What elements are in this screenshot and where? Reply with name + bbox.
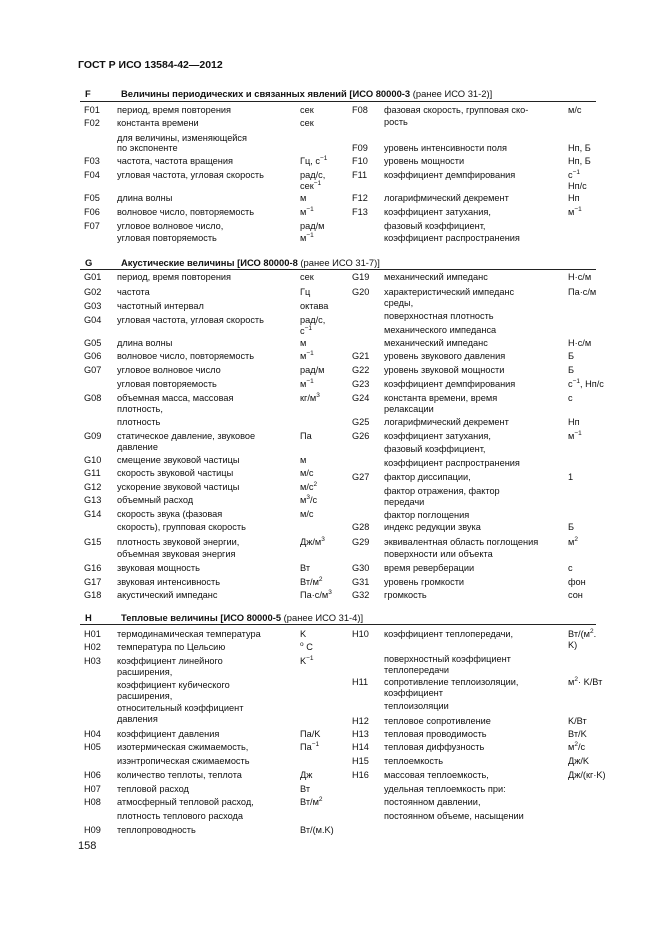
unit-cell: $м^2/с$ [568,741,586,752]
item-code: G01 [84,272,102,282]
unit-cell: $Вт/(м^2$. K) [568,628,597,650]
item-name: логарифмический декремент [384,193,509,203]
item-name: фактор отражения, фактор передачи [384,486,500,507]
unit-superscript: 2 [313,481,318,488]
item-code: G10 [84,455,102,465]
item-code: F11 [352,170,368,180]
unit-cell: Па [300,431,312,441]
unit-superscript: −1 [306,378,314,385]
item-name: относительный коэффициент давления [117,703,244,724]
item-name: уровень звуковой мощности [384,365,505,375]
unit-superscript: −1 [319,155,328,162]
unit-cell: $^o$ С [300,641,313,652]
item-name: поверхности или объекта [384,549,493,559]
item-code: G24 [352,393,370,403]
item-code: H16 [352,770,369,780]
item-name: смещение звуковой частицы [117,455,240,465]
item-code: G12 [84,482,102,492]
section-title [121,612,363,623]
unit-cell: $м^{-1}$ [300,378,314,389]
section-title [121,88,492,99]
item-code: G25 [352,417,370,427]
item-code: F08 [352,105,368,115]
item-name: угловая повторяемость [117,379,217,389]
item-code: F05 [84,193,100,203]
item-name: фазовая скорость, групповая ско- [384,105,529,115]
item-name: коэффициент затухания, [384,431,491,441]
unit-cell: м [300,455,307,465]
unit-cell: м/с [300,509,314,519]
item-name: коэффициент давления [117,729,220,739]
item-name: скорость звуковой частицы [117,468,234,478]
unit-cell: рад/м [300,365,325,375]
unit-cell: $Па^{-1}$ [300,741,320,752]
item-code: H02 [84,642,101,652]
item-code: G28 [352,522,370,532]
unit-cell: Дж/K [568,756,590,766]
item-name: тепловая диффузность [384,742,485,752]
item-name: период, время повторения [117,272,232,282]
section-title-main: Акустические величины [ИСО 80000-8 [121,257,298,268]
unit-cell: сек [300,105,314,115]
item-name: частота, частота вращения [117,156,233,166]
item-code: G23 [352,379,370,389]
unit-superscript: 2 [574,741,578,748]
item-name: коэффициент теплопередачи, [384,629,514,639]
item-name: коэффициент распространения [384,458,520,468]
item-code: F04 [84,170,100,180]
unit-cell: $м^{-1}$ [300,206,314,217]
item-name: постоянном объеме, насыщении [384,811,524,821]
item-code: G27 [352,472,370,482]
unit-cell: Б [568,365,575,375]
page-number: 158 [78,840,97,852]
unit-cell: 1 [568,472,574,482]
item-name: изотермическая сжимаемость, [117,742,249,752]
item-code: F03 [84,156,100,166]
unit-superscript: 2 [574,536,578,543]
item-name: коэффициент демпфирования [384,379,516,389]
item-code: H11 [352,677,369,687]
unit-cell: $м^{-1}$ [300,350,314,361]
unit-cell: $м^2\cdot K/Вт$ [568,676,603,687]
unit-cell: рад/м [300,221,325,231]
item-name: плотность теплового расхода [117,811,244,821]
item-name: сопротивление теплоизоляции, коэффициент [384,677,519,698]
item-name: скорость звука (фазовая [117,509,223,519]
unit-cell: Па/K [300,729,321,739]
section-letter: G [85,257,93,268]
section-title-tail: (ранее ИСО 31-2)] [410,88,493,99]
item-code: G17 [84,577,102,587]
item-name: тепловая проводимость [384,729,487,739]
unit-superscript: −1 [572,378,581,385]
item-name: ускорение звуковой частицы [117,482,240,492]
item-name: акустический импеданс [117,590,218,600]
section-divider [80,624,596,625]
unit-superscript: −1 [304,324,313,332]
item-code: G03 [84,301,102,311]
item-code: H14 [352,742,369,752]
unit-cell: Б [568,351,575,361]
item-code: G18 [84,590,102,600]
unit-cell: сек [300,118,314,128]
unit-cell: $м^2$ [568,536,578,547]
unit-cell: K/Вт [568,716,587,726]
item-name: по экспоненте [117,143,178,153]
unit-superscript: −1 [306,350,314,357]
unit-superscript: −1 [572,169,581,176]
item-code: F06 [84,207,100,217]
item-name: теплоемкость [384,756,444,766]
unit-cell: $с^{-1}$ Нп/с [568,169,587,191]
item-code: H15 [352,756,369,766]
item-name: громкость [384,590,427,600]
item-code: H04 [84,729,101,739]
unit-cell: $кг/м^3$ [300,392,320,403]
unit-cell: $м^{-1}$ [300,232,314,243]
item-name: количество теплоты, теплота [117,770,242,780]
item-name: фазовый коэффициент, [384,221,486,231]
unit-superscript: −1 [306,655,314,662]
item-name: коэффициент линейного расширения, [117,656,223,677]
item-name: объемная звуковая энергия [117,549,236,559]
item-code: H13 [352,729,369,739]
unit-cell: Нп [568,193,580,203]
unit-cell: $м^{-1}$ [568,430,582,441]
item-code: H09 [84,825,101,835]
unit-superscript: −1 [574,430,582,437]
item-code: G19 [352,272,370,282]
item-name: атмосферный тепловой расход, [117,797,254,807]
item-name: фазовый коэффициент, [384,444,486,454]
item-name: удельная теплоемкость при: [384,784,506,794]
unit-cell: K [300,629,307,639]
item-code: F07 [84,221,100,231]
item-name: поверхностный коэффициент теплопередачи [384,654,511,675]
item-name: логарифмический декремент [384,417,509,427]
unit-cell: $м^{-1}$ [568,206,582,217]
unit-cell: м [300,193,307,203]
item-name: время реверберации [384,563,475,573]
unit-cell: $Вт/м^2$ [300,576,323,587]
item-name: массовая теплоемкость, [384,770,489,780]
item-name: угловое волновое число [117,365,221,375]
item-name: частота [117,287,150,297]
unit-cell: $Па\cdot с/м^3$ [300,589,332,600]
item-name: коэффициент демпфирования [384,170,516,180]
item-code: G26 [352,431,370,441]
item-name: частотный интервал [117,301,204,311]
item-name: рость [384,117,408,127]
unit-cell: $м^3/с$ [300,494,318,505]
item-code: H08 [84,797,101,807]
item-code: F02 [84,118,100,128]
item-code: G22 [352,365,370,375]
item-code: F12 [352,193,368,203]
item-code: G21 [352,351,370,361]
item-name: объемный расход [117,495,194,505]
section-title-main: Тепловые величины [ИСО 80000-5 [121,612,282,623]
unit-cell: $Дж/м^3$ [300,536,325,547]
unit-cell: Вт [300,563,311,573]
item-name: уровень громкости [384,577,465,587]
item-name: плотность звуковой энергии, [117,537,240,547]
item-name: звуковая интенсивность [117,577,221,587]
item-name: тепловое сопротивление [384,716,491,726]
item-code: H10 [352,629,369,639]
item-code: H05 [84,742,101,752]
unit-cell: Н·с/м [568,338,592,348]
unit-superscript: −1 [574,206,582,213]
unit-cell: Б [568,522,575,532]
unit-cell: Н·с/м [568,272,592,282]
unit-superscript: 3 [316,392,320,399]
item-name: длина волны [117,338,173,348]
unit-superscript: −1 [313,179,322,187]
unit-superscript: 2 [574,676,578,683]
item-code: G06 [84,351,102,361]
item-code: G30 [352,563,370,573]
unit-cell: Нп, Б [568,143,591,153]
unit-cell: Дж/(кг·K) [568,770,606,780]
section-title-tail: (ранее ИСО 31-7)] [297,257,380,268]
item-name: звуковая мощность [117,563,200,573]
item-name: период, время повторения [117,105,232,115]
item-code: G02 [84,287,102,297]
item-name: скорость), групповая скорость [117,522,246,532]
item-code: G31 [352,577,370,587]
item-name: угловая частота, угловая скорость [117,315,264,325]
item-code: G32 [352,590,370,600]
item-name: характеристический импеданс среды, [384,287,515,308]
item-code: G05 [84,338,102,348]
item-code: H03 [84,656,101,666]
item-name: термодинамическая температура [117,629,261,639]
item-name: константа времени [117,118,199,128]
item-code: G13 [84,495,102,505]
item-code: G08 [84,393,102,403]
item-code: G14 [84,509,102,519]
section-title [121,257,380,268]
item-name: температура по Цельсию [117,642,226,652]
section-title-tail: (ранее ИСО 31-4)] [281,612,364,623]
unit-superscript: 2 [589,628,594,635]
item-name: тепловой расход [117,784,189,794]
item-name: уровень звукового давления [384,351,506,361]
unit-cell: $Вт/м^2$ [300,796,323,807]
item-name: уровень мощности [384,156,465,166]
item-name: теплопроводность [117,825,196,835]
unit-cell: Вт/K [568,729,587,739]
unit-cell: рад/с, сек$^{-1}$ [300,170,326,191]
item-code: F09 [352,143,368,153]
unit-cell: сон [568,590,583,600]
item-code: G20 [352,287,370,297]
item-name: константа времени, время релаксации [384,393,498,414]
item-name: плотность [117,417,161,427]
unit-cell: Гц [300,287,311,297]
unit-cell: м/с [568,105,582,115]
item-name: фактор поглощения [384,510,470,520]
item-name: механического импеданса [384,325,497,335]
unit-superscript: −1 [306,232,314,239]
item-name: для величины, изменяющейся [117,133,248,143]
unit-cell: с [568,563,573,573]
unit-superscript: 2 [318,796,323,803]
section-divider [80,269,596,270]
item-name: угловое волновое число, [117,221,224,231]
item-code: G15 [84,537,102,547]
unit-cell: Па·с/м [568,287,597,297]
unit-cell: м/с [300,468,314,478]
unit-superscript: −1 [306,206,314,213]
section-letter: F [85,88,91,99]
section-letter: H [85,612,92,623]
section-title-main: Величины периодических и связанных явлений [ИСО 80000-3 [121,88,411,99]
unit-superscript: 3 [328,589,332,596]
item-name: волновое число, повторяемость [117,207,255,217]
unit-cell: Вт/(м.K) [300,825,334,835]
item-name: эквивалентная область поглощения [384,537,539,547]
unit-cell: Дж [300,770,313,780]
item-name: механический импеданс [384,272,488,282]
item-code: F01 [84,105,100,115]
unit-cell: $м/с^2$ [300,481,318,492]
unit-cell: $с^{-1}$, Нп/с [568,378,604,389]
item-name: теплоизоляции [384,701,449,711]
item-code: F10 [352,156,368,166]
unit-superscript: 3 [321,536,325,543]
item-code: G16 [84,563,102,573]
unit-cell: Гц, $с^{-1}$ [300,155,328,166]
item-code: G29 [352,537,370,547]
item-name: индекс редукции звука [384,522,481,532]
item-name: коэффициент распространения [384,233,520,243]
item-code: G09 [84,431,102,441]
item-code: G04 [84,315,102,325]
item-name: коэффициент затухания, [384,207,491,217]
unit-cell: сек [300,272,314,282]
item-name: механический импеданс [384,338,488,348]
item-code: H01 [84,629,101,639]
item-code: G07 [84,365,102,375]
item-code: H12 [352,716,369,726]
unit-cell: Нп [568,417,580,427]
unit-superscript: −1 [311,741,320,748]
item-name: угловая повторяемость [117,233,217,243]
item-name: объемная масса, массовая плотность, [117,393,234,414]
item-code: G11 [84,468,101,478]
unit-superscript: 2 [318,576,323,583]
unit-cell: $K^{-1}$ [300,655,314,666]
item-name: коэффициент кубического расширения, [117,680,230,701]
section-divider [80,101,596,102]
item-name: длина волны [117,193,173,203]
unit-cell: с [568,393,573,403]
document-header: ГОСТ Р ИСО 13584-42—2012 [78,59,223,71]
unit-superscript: o [300,641,304,648]
item-name: статическое давление, звуковое давление [117,431,256,452]
unit-cell: фон [568,577,586,587]
unit-cell: Нп, Б [568,156,591,166]
item-name: угловая частота, угловая скорость [117,170,264,180]
unit-superscript: 3 [306,494,310,501]
item-name: постоянном давлении, [384,797,481,807]
item-name: фактор диссипации, [384,472,471,482]
item-name: волновое число, повторяемость [117,351,255,361]
item-code: F13 [352,207,368,217]
unit-cell: октава [300,301,329,311]
item-code: H06 [84,770,101,780]
unit-cell: Вт [300,784,311,794]
item-name: уровень интенсивности поля [384,143,507,153]
item-code: H07 [84,784,101,794]
unit-cell: рад/с, $с^{-1}$ [300,315,326,336]
item-name: поверхностная плотность [384,311,494,321]
unit-cell: м [300,338,307,348]
item-name: изэнтропическая сжимаемость [117,756,250,766]
